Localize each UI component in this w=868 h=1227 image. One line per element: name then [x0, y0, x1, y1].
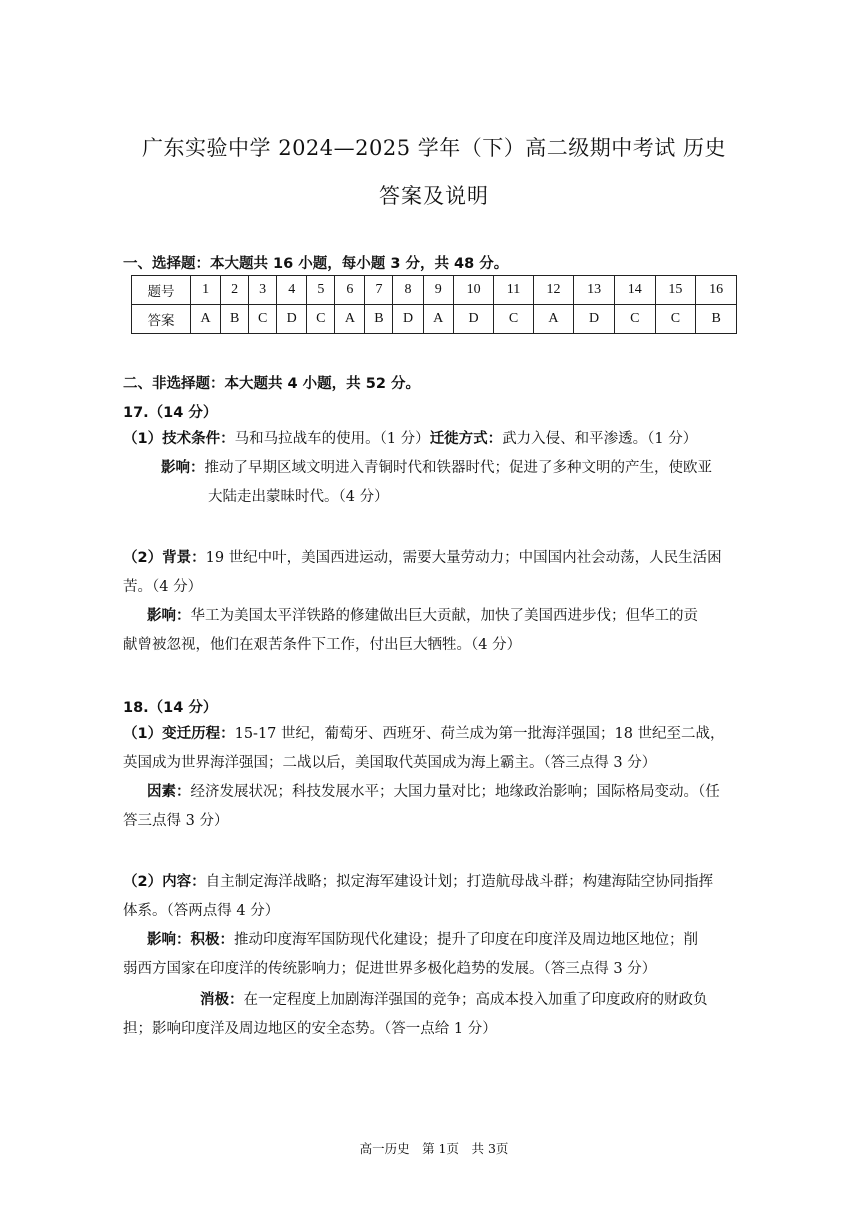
q17-part2	[123, 544, 753, 573]
answer-table	[131, 275, 737, 334]
q17-p2-line2: 苦。（4 分）	[123, 579, 203, 595]
answer-cell: D	[393, 305, 423, 334]
q18-p1-factor	[147, 778, 757, 807]
q18-p2-neg-line2: 担；影响印度洋及周边地区的安全态势。（答一点给 1 分）	[123, 1021, 497, 1037]
row-label-answer: 答案	[132, 305, 191, 334]
answer-cell: D	[574, 305, 615, 334]
page-subtitle: 答案及说明	[379, 184, 489, 208]
q17-p1-impact-label: 影响：	[161, 460, 205, 476]
q18-p2-pos-line1: 推动印度海军国防现代化建设；提升了印度在印度洋及周边地区地位；削	[234, 932, 698, 948]
q17-p1-impact	[161, 454, 761, 483]
q18-p2-impact-label: 影响：	[147, 932, 191, 948]
q18-p2-line2: 体系。（答两点得 4 分）	[123, 903, 280, 919]
question-number-cell: 3	[249, 276, 277, 305]
question-number-cell: 7	[365, 276, 393, 305]
q18-p2-pos-label: 积极：	[190, 932, 234, 948]
q18-p1-label: （1）变迁历程：	[123, 726, 235, 742]
q18-p2-neg-label: 消极：	[200, 992, 244, 1008]
q18-part1	[123, 720, 753, 749]
q17-p1-label: （1）技术条件：	[123, 431, 235, 447]
section1-heading: 一、选择题：本大题共 16 小题，每小题 3 分，共 48 分。	[123, 256, 509, 272]
q17-p1-impact-line2: 大陆走出蒙昧时代。（4 分）	[208, 489, 389, 505]
question-number-cell: 2	[221, 276, 249, 305]
answer-cell: C	[655, 305, 696, 334]
q17-heading: 17.（14 分）	[123, 405, 218, 421]
q17-p2-impact-line2: 献曾被忽视，他们在艰苦条件下工作，付出巨大牺牲。（4 分）	[123, 637, 522, 653]
table-row-answers	[132, 305, 737, 334]
answer-cell: C	[494, 305, 533, 334]
question-number-cell: 6	[335, 276, 365, 305]
answer-cell: B	[365, 305, 393, 334]
answer-cell: C	[614, 305, 655, 334]
page-footer: 高一历史 第 1页 共 3页	[359, 1141, 509, 1156]
q17-p1-impact-line1: 推动了早期区域文明进入青铜时代和铁器时代；促进了多种文明的产生，使欧亚	[204, 460, 712, 476]
q17-p2-impact-line1: 华工为美国太平洋铁路的修建做出巨大贡献，加快了美国西进步伐；但华工的贡	[190, 608, 698, 624]
answer-cell: B	[221, 305, 249, 334]
question-number-cell: 1	[191, 276, 221, 305]
q18-p2-line1: 自主制定海洋战略；拟定海军建设计划；打造航母战斗群；构建海陆空协同指挥	[205, 874, 714, 890]
q18-p2-neg-line1: 在一定程度上加剧海洋强国的竞争；高成本投入加重了印度政府的财政负	[243, 992, 708, 1008]
q18-p1-factor-line2: 答三点得 3 分）	[123, 813, 229, 829]
q17-p1-text2: 武力入侵、和平渗透。（1 分）	[502, 431, 698, 447]
q17-part1	[123, 425, 753, 454]
question-number-cell: 14	[614, 276, 655, 305]
q18-p1-factor-label: 因素：	[147, 784, 191, 800]
answer-cell: A	[191, 305, 221, 334]
table-row-numbers	[132, 276, 737, 305]
question-number-cell: 15	[655, 276, 696, 305]
answer-cell: B	[696, 305, 737, 334]
q18-p1-line1: 15-17 世纪，葡萄牙、西班牙、荷兰成为第一批海洋强国；18 世纪至二战，	[234, 726, 725, 742]
q18-p2-label: （2）内容：	[123, 874, 206, 890]
q17-p1-text: 马和马拉战车的使用。（1 分）	[234, 431, 430, 447]
answer-cell: D	[453, 305, 494, 334]
q17-p2-line1: 19 世纪中叶，美国西进运动，需要大量劳动力；中国国内社会动荡，人民生活困	[205, 550, 722, 566]
q18-p2-pos-line2: 弱西方国家在印度洋的传统影响力；促进世界多极化趋势的发展。（答三点得 3 分）	[123, 961, 657, 977]
q18-heading: 18.（14 分）	[123, 700, 218, 716]
q17-p1-label2: 迁徙方式：	[429, 431, 503, 447]
section2-heading: 二、非选择题：本大题共 4 小题，共 52 分。	[123, 376, 420, 392]
q18-part2	[123, 868, 753, 897]
page-title: 广东实验中学 2024—2025 学年（下）高二级期中考试 历史	[142, 136, 726, 160]
question-number-cell: 8	[393, 276, 423, 305]
answer-cell: D	[277, 305, 307, 334]
question-number-cell: 5	[307, 276, 335, 305]
row-label-number: 题号	[132, 276, 191, 305]
question-number-cell: 11	[494, 276, 533, 305]
q18-p2-negative	[200, 986, 750, 1015]
question-number-cell: 12	[533, 276, 574, 305]
q18-p2-positive	[147, 926, 757, 955]
question-number-cell: 4	[277, 276, 307, 305]
question-number-cell: 13	[574, 276, 615, 305]
q18-p1-line2: 英国成为世界海洋强国；二战以后，美国取代英国成为海上霸主。（答三点得 3 分）	[123, 755, 657, 771]
question-number-cell: 16	[696, 276, 737, 305]
q18-p1-factor-line1: 经济发展状况；科技发展水平；大国力量对比；地缘政治影响；国际格局变动。（任	[190, 784, 720, 800]
answer-cell: A	[423, 305, 453, 334]
answer-cell: A	[335, 305, 365, 334]
question-number-cell: 9	[423, 276, 453, 305]
answer-cell: A	[533, 305, 574, 334]
answer-cell: C	[307, 305, 335, 334]
q17-p2-label: （2）背景：	[123, 550, 206, 566]
q17-p2-impact	[147, 602, 757, 631]
answer-cell: C	[249, 305, 277, 334]
q17-p2-impact-label: 影响：	[147, 608, 191, 624]
question-number-cell: 10	[453, 276, 494, 305]
